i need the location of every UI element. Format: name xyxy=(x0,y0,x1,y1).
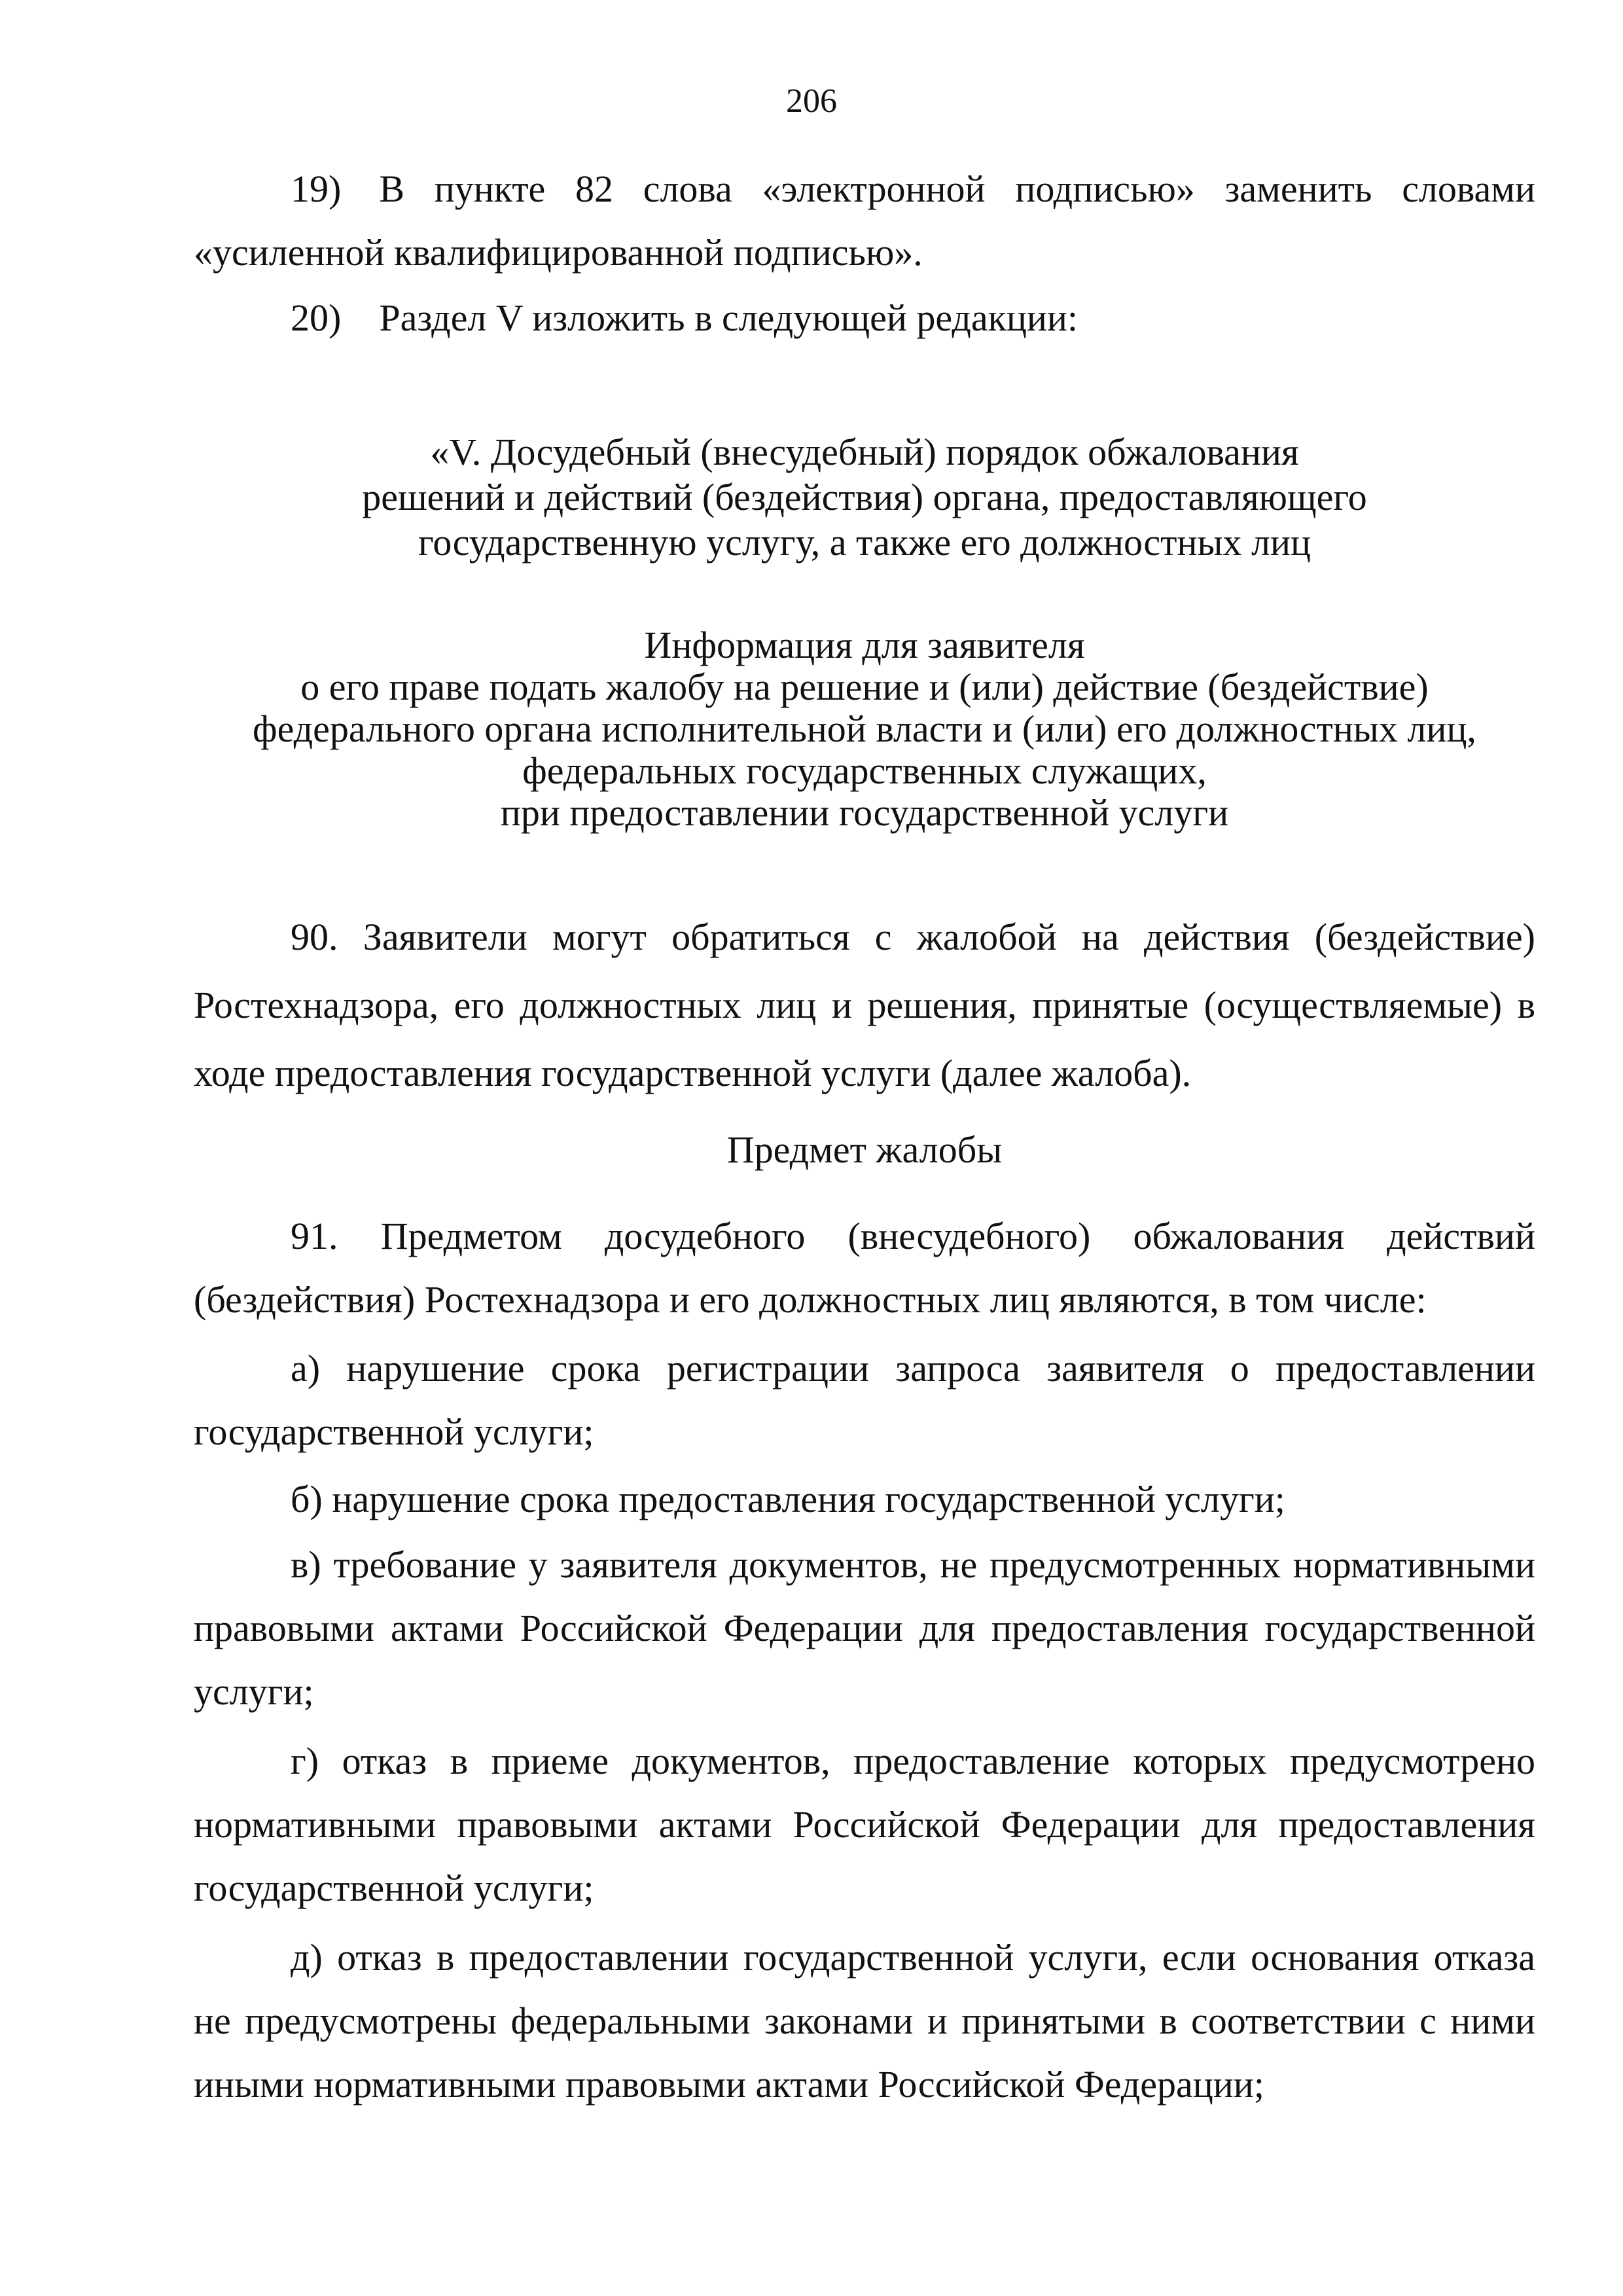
item-d: д) отказ в предоставлении государственной услуги, если основания отказа не предусмотрены федеральными законами и принятыми в соответствии с ними иными нормативными правовыми актами Российской Федерации; xyxy=(194,1936,1535,2106)
info-title-line-3: федерального органа исполнительной власти и (или) его должностных лиц, xyxy=(253,708,1476,750)
section-title-line-3: государственную услугу, а также его должностных лиц xyxy=(418,521,1311,564)
section-title-line-2: решений и действий (бездействия) органа, предоставляющего xyxy=(362,476,1367,518)
page-number: 206 xyxy=(786,82,837,120)
item-g: г) отказ в приеме документов, предоставление которых предусмотрено нормативными правовыми актами Российской Федерации для предоставления государственной услуги; xyxy=(194,1740,1535,1909)
paragraph-19: 19) В пункте 82 слова «электронной подписью» заменить словами «усиленной квалифицированной подписью». xyxy=(194,168,1535,274)
item-b: б) нарушение срока предоставления государственной услуги; xyxy=(291,1478,1285,1520)
info-title-line-4: федеральных государственных служащих, xyxy=(522,749,1207,792)
info-title-line-2: о его праве подать жалобу на решение и (или) действие (бездействие) xyxy=(300,666,1429,708)
paragraph-20: 20) Раздел V изложить в следующей редакции: xyxy=(291,296,1079,339)
section-v-title xyxy=(194,429,1535,565)
info-title-line-5: при предоставлении государственной услуги xyxy=(500,791,1229,834)
section-title-line-1: «V. Досудебный (внесудебный) порядок обжалования xyxy=(430,431,1299,473)
item-v: в) требование у заявителя документов, не предусмотренных нормативными правовыми актами Российской Федерации для предоставления государственной услуги; xyxy=(194,1543,1535,1713)
subject-heading: Предмет жалобы xyxy=(726,1128,1003,1171)
info-title-line-1: Информация для заявителя xyxy=(644,624,1085,666)
applicant-info-title xyxy=(194,624,1535,834)
paragraph-91-intro: 91. Предметом досудебного (внесудебного) обжалования действий (бездействия) Ростехнадзора и его должностных лиц являются, в том числе: xyxy=(194,1215,1535,1321)
item-a: а) нарушение срока регистрации запроса заявителя о предоставлении государственной услуги; xyxy=(194,1347,1535,1453)
paragraph-90: 90. Заявители могут обратиться с жалобой на действия (бездействие) Ростехнадзора, его должностных лиц и решения, принятые (осуществляемые) в ходе предоставления государственной услуги (далее жалоба). xyxy=(194,916,1535,1094)
